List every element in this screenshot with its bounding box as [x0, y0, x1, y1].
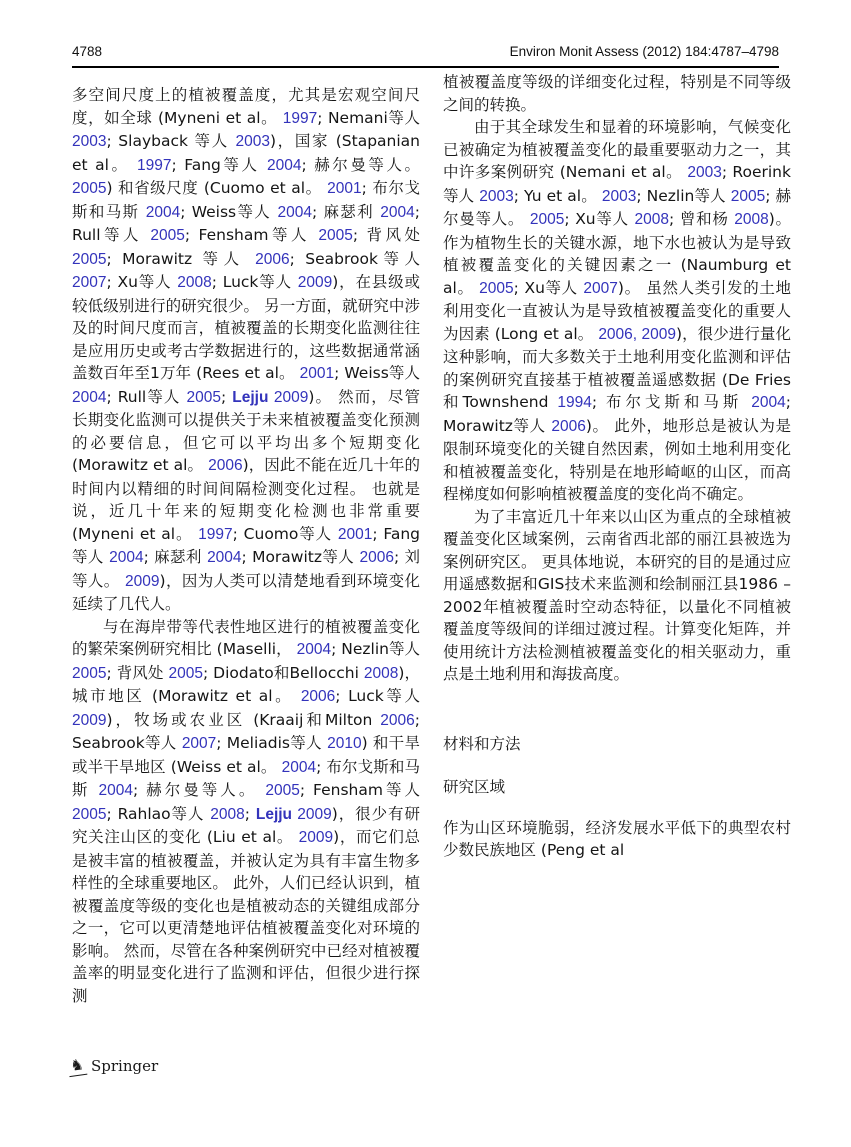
- text-run: ; Luck等人: [335, 687, 420, 705]
- citation-reference: 2003: [479, 187, 514, 205]
- text-run: ; 布尔戈斯和马斯: [591, 393, 752, 411]
- journal-reference: Environ Monit Assess (2012) 184:4787–4798: [509, 44, 779, 59]
- citation-reference: 2006: [255, 250, 290, 268]
- page-header: [72, 44, 779, 59]
- text-run: ; Fang等人: [72, 524, 420, 566]
- right-column: [443, 71, 791, 862]
- citation-reference: 2003: [601, 187, 637, 205]
- citation-reference: 2005: [150, 227, 185, 244]
- paragraph: [443, 116, 791, 506]
- citation-reference: 2004: [751, 394, 786, 411]
- text-run: ; Nemani等人: [317, 108, 420, 127]
- text-run: )。 虽然人类引发的土地利用变化一直被认为是导致植被覆盖变化的重要人为因素 (Long et al。: [443, 278, 791, 343]
- text-run: ; 赫尔曼等人。: [443, 186, 792, 228]
- text-run: ;: [244, 804, 256, 823]
- text-run: ; Nezlin等人: [331, 640, 420, 658]
- text-run: )，牧场或农业区 (Kraaij和Milton: [106, 710, 381, 729]
- text-run: )，在县级或较低级别进行的研究很少。 另一方面，就研究中涉及的时间尺度而言，植被覆盖的长期变化监测往往是应用历史或考古学数据进行的，这些数据通常涵盖数百年至1万年 (Rees et al。: [72, 273, 420, 382]
- citation-reference: 2005: [318, 227, 353, 244]
- citation-reference: Lejju: [255, 805, 298, 823]
- citation-reference: 1997: [198, 525, 233, 543]
- citation-reference: 1994: [557, 394, 592, 411]
- text-run: ; Rahlao等人: [106, 804, 211, 823]
- citation-reference: 2008: [210, 805, 245, 823]
- citation-reference: 2009: [125, 572, 160, 590]
- paragraph: [443, 506, 791, 686]
- text-run: ; Morawitz等人: [443, 393, 792, 435]
- text-run: ; Slayback 等人: [106, 132, 236, 150]
- citation-reference: 2005: [529, 211, 565, 228]
- paragraph: [443, 71, 791, 116]
- text-run: ; 背风处: [352, 226, 420, 244]
- text-run: ; 赫尔曼等人。: [132, 781, 266, 799]
- citation-reference: 2004: [98, 782, 133, 799]
- text-run: 多空间尺度上的植被覆盖度，尤其是宏观空间尺度，如全球 (Myneni et al。: [72, 86, 420, 127]
- citation-reference: 2003: [687, 164, 722, 181]
- text-run: )，很少进行量化这种影响，而大多数关于土地利用变化监测和评估的案例研究直接基于植被覆盖遥感数据 (De Fries和Townshend: [443, 324, 791, 411]
- citation-reference: 2003: [72, 133, 107, 150]
- citation-reference: 2006, 2009: [598, 325, 676, 343]
- paragraph: [443, 817, 791, 862]
- citation-reference: 2005: [186, 388, 222, 406]
- citation-reference: 1997: [137, 156, 172, 174]
- text-run: ;: [221, 387, 233, 406]
- text-run: ; Seabrook等人: [289, 249, 420, 268]
- citation-reference: 2008: [634, 211, 669, 228]
- citation-reference: 2007: [72, 274, 107, 291]
- citation-reference: 2004: [277, 203, 312, 221]
- section-heading-materials-methods: 材料和方法: [443, 734, 521, 753]
- paragraph: [72, 616, 420, 1008]
- text-run: ; Weiss等人: [334, 364, 420, 382]
- text-run: ; Xu等人: [513, 278, 584, 297]
- citation-reference: 2009: [273, 388, 309, 406]
- publisher-wordmark: Springer: [91, 1056, 159, 1075]
- citation-reference: 2003: [235, 133, 270, 150]
- text-run: 由于其全球发生和显着的环境影响，气候变化已被确定为植被覆盖变化的最重要驱动力之一，其中许多案例研究 (Nemani et al。: [443, 118, 791, 181]
- text-run: ; 曾和杨: [668, 210, 735, 228]
- text-run: ; Rull等人: [106, 387, 187, 406]
- text-run: )。 作为植物生长的关键水源，地下水也被认为是导致植被覆盖变化的关键因素之一 (Naumburg et al。: [443, 210, 791, 297]
- text-run: 为了丰富近几十年来以山区为重点的全球植被覆盖变化区域案例，云南省西北部的丽江县被选为案例研究区。 更具体地说，本研究的目的是通过应用遥感数据和GIS技术来监测和绘制丽江县1986 – 2002年植被覆盖时空动态特征，以量化不同植被覆盖度等级间的详细过渡过程。计算变化矩阵，并使用统计方法检测植被覆盖变化的相关驱动力，重点是土地利用和海拔高度。: [443, 507, 791, 683]
- text-run: ; Xu等人: [564, 210, 635, 228]
- citation-reference: 2004: [380, 203, 415, 221]
- citation-reference: 2006: [300, 688, 336, 705]
- citation-reference: 2001: [337, 525, 373, 543]
- citation-reference: 2005: [265, 782, 300, 799]
- text-run: )。 此外，地形总是被认为是限制环境变化的关键自然因素，例如土地利用变化和植被覆盖变化，特别是在地形崎岖的山区，而高程梯度如何影响植被覆盖度的变化尚不确定。: [443, 416, 791, 503]
- header-divider: [72, 66, 779, 68]
- text-run: ; Yu et al。: [513, 186, 602, 205]
- subsection-heading-study-area: 研究区域: [443, 778, 506, 796]
- citation-reference: 2004: [207, 549, 242, 566]
- text-run: ; Seabrook等人: [72, 710, 420, 752]
- citation-reference: 2004: [72, 388, 107, 406]
- citation-reference: 2006: [359, 549, 394, 566]
- text-run: )，而它们总是被丰富的植被覆盖，并被认定为具有丰富生物多样性的全球重要地区。 此外，人们已经认识到，植被覆盖度等级的变化也是植被动态的关键组成部分之一，它可以更清楚地评估植被覆盖变化对环境的影响。 然而，尽管在各种案例研究中已经对植被覆盖率的明显变化进行了监测和评估，但很少进行探测: [72, 828, 420, 1005]
- paragraph: [72, 84, 420, 616]
- citation-reference: 2009: [72, 711, 107, 729]
- text-run: ; Morawitz等人: [241, 548, 360, 566]
- page-footer: [68, 1055, 158, 1076]
- text-run: )。 然而，尽管长期变化监测可以提供关于未来植被覆盖变化预测的必要信息，但它可以平均出多个短期变化 (Morawitz et al。: [72, 387, 420, 474]
- text-run: ; 布尔戈斯和马斯: [72, 179, 420, 221]
- text-run: ; 赫尔曼等人。: [301, 155, 421, 174]
- text-run: )，因此不能在近几十年的时间内以精细的时间间隔检测变化过程。 也就是说，近几十年来的短期变化检测也非常重要 (Myneni et al。: [72, 456, 420, 543]
- text-run: ; Roerink等人: [443, 163, 791, 205]
- citation-reference: 2008: [363, 664, 399, 682]
- text-run: ; Cuomo等人: [232, 524, 338, 543]
- text-run: ) 和省级尺度 (Cuomo et al。: [106, 179, 328, 197]
- citation-reference: Lejju: [232, 388, 274, 406]
- citation-reference: 2005: [72, 180, 107, 197]
- citation-reference: 2005: [72, 250, 107, 268]
- text-run: ; Morawitz 等人: [106, 249, 256, 268]
- page-number: 4788: [72, 44, 103, 59]
- text-run: )，国家 (Stapanian et al。: [72, 132, 420, 174]
- citation-reference: 2005: [479, 279, 514, 297]
- text-run: ; Fang等人: [171, 155, 268, 174]
- citation-reference: 2005: [168, 664, 203, 682]
- citation-reference: 2004: [296, 641, 332, 658]
- text-run: ; 麻瑟利: [311, 202, 381, 221]
- citation-reference: 2007: [583, 279, 618, 297]
- citation-reference: 2004: [145, 203, 181, 221]
- text-run: ) 和干旱或半干旱地区 (Weiss et al。: [72, 734, 420, 776]
- citation-reference: 1997: [282, 109, 318, 127]
- text-run: ; Luck等人: [211, 273, 298, 291]
- citation-reference: 2006: [380, 711, 415, 729]
- text-run: 植被覆盖度等级的详细变化过程，特别是不同等级之间的转换。: [443, 73, 791, 114]
- citation-reference: 2005: [72, 805, 107, 823]
- citation-reference: 2009: [297, 805, 332, 823]
- text-run: ; Fensham等人: [299, 781, 421, 799]
- text-run: ; Meliadis等人: [216, 734, 328, 752]
- text-run: ; 布尔戈斯和马斯: [72, 757, 420, 799]
- text-run: ; 刘等人。: [72, 548, 420, 590]
- citation-reference: 2006: [208, 457, 243, 474]
- citation-reference: 2001: [327, 180, 362, 197]
- text-run: ; Rull等人: [72, 202, 420, 244]
- citation-reference: 2009: [297, 274, 333, 291]
- text-run: ; 麻瑟利: [143, 548, 208, 566]
- citation-reference: 2008: [177, 274, 212, 291]
- text-run: )，很少有研究关注山区的变化 (Liu et al。: [72, 804, 420, 846]
- text-run: ; Xu等人: [106, 273, 178, 291]
- citation-reference: 2001: [299, 365, 335, 382]
- citation-reference: 2010: [327, 735, 362, 752]
- citation-reference: 2004: [281, 758, 317, 776]
- text-run: ; Fensham等人: [184, 226, 319, 244]
- text-run: ; Weiss等人: [180, 202, 278, 221]
- left-column: [72, 84, 420, 1007]
- text-run: )，因为人类可以清楚地看到环境变化延续了几代人。: [72, 571, 420, 613]
- text-run: 与在海岸带等代表性地区进行的植被覆盖变化的繁荣案例研究相比 (Maselli，: [72, 617, 420, 658]
- citation-reference: 2007: [181, 735, 217, 752]
- citation-reference: 2008: [734, 211, 769, 228]
- citation-reference: 2006: [551, 417, 586, 435]
- text-run: )，城市地区 (Morawitz et al。: [72, 663, 420, 705]
- citation-reference: 2005: [730, 187, 766, 205]
- citation-reference: 2004: [109, 549, 144, 566]
- text-run: ; Nezlin等人: [636, 186, 731, 205]
- citation-reference: 2004: [267, 156, 302, 174]
- citation-reference: 2009: [298, 829, 334, 846]
- text-run: 作为山区环境脆弱，经济发展水平低下的典型农村少数民族地区 (Peng et al: [443, 818, 791, 859]
- text-run: ; Diodato和Bellocchi: [202, 663, 364, 682]
- springer-horse-icon: ♞: [67, 1054, 88, 1077]
- citation-reference: 2005: [72, 664, 107, 682]
- text-run: ; 背风处: [106, 663, 169, 682]
